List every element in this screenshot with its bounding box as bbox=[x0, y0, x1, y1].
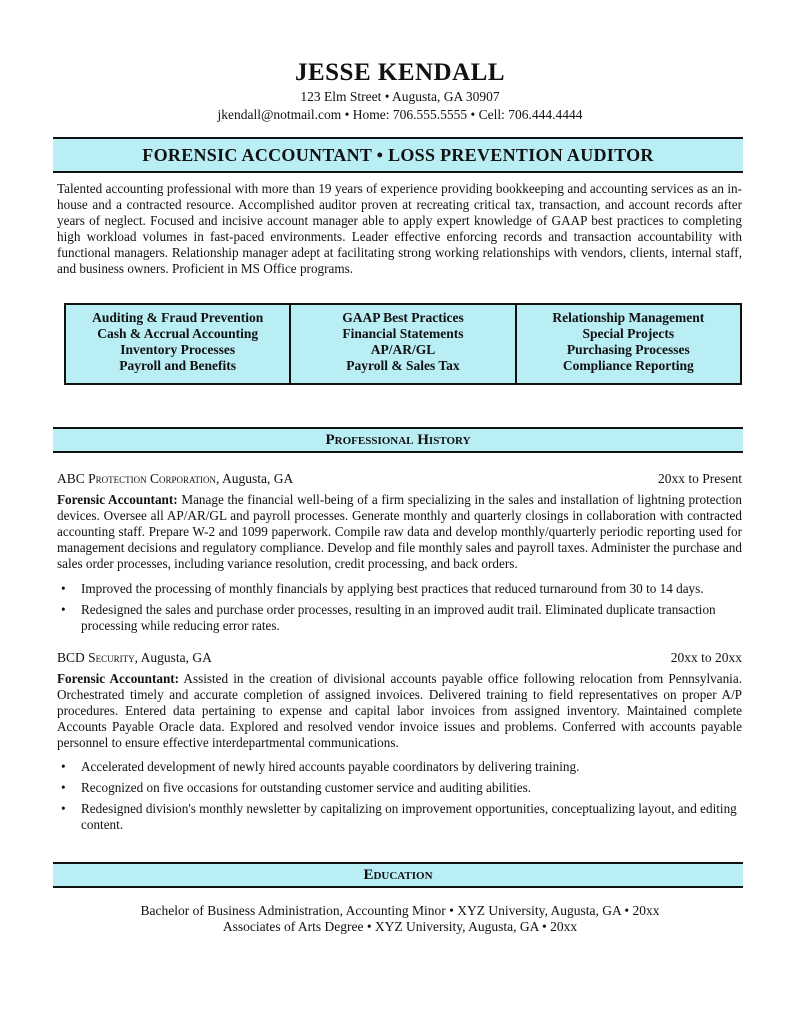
job-2-description-text: Assisted in the creation of divisional accounts payable office following relocation from Pennsylvania. Orchestrated timely and accurate completion of assigned invoices. Delivered training to field representatives on proper A/P procedures. Entered data pertaining to expense and capital labor invoices from assigned inventory. Maintained complete Accounts Payable Oracle data. Explored and resolved vendor invoice issues and problems. Conferred with accounts payable personnel to ensure effective interdepartmental communications. bbox=[57, 671, 742, 750]
skill-item: GAAP Best Practices bbox=[342, 310, 464, 325]
skills-column-1 bbox=[66, 305, 289, 383]
job-1-achievements bbox=[57, 581, 742, 639]
title-banner: FORENSIC ACCOUNTANT • LOSS PREVENTION AUDITOR bbox=[53, 137, 743, 173]
skill-item: Auditing & Fraud Prevention bbox=[92, 310, 264, 325]
job-2-dates: 20xx to 20xx bbox=[670, 650, 742, 665]
candidate-name: JESSE KENDALL bbox=[294, 59, 506, 86]
list-item: • Redesigned division's monthly newsletter by capitalizing on improvement opportunities, conceptualizing layout, and editing content. bbox=[57, 801, 742, 833]
skill-item: Relationship Management bbox=[552, 310, 705, 325]
skill-item: AP/AR/GL bbox=[370, 342, 436, 357]
skills-column-2 bbox=[289, 305, 514, 383]
skill-item: Inventory Processes bbox=[120, 342, 236, 357]
education-list bbox=[0, 903, 800, 935]
job-2-role: Forensic Accountant: bbox=[57, 671, 180, 686]
job-2-header bbox=[57, 649, 742, 666]
skills-column-3 bbox=[515, 305, 740, 383]
history-heading: Professional History bbox=[53, 427, 743, 453]
list-item: • Redesigned the sales and purchase order processes, resulting in an improved audit trail. Eliminated duplicate transaction processing while reducing error rates. bbox=[57, 602, 742, 634]
job-1-header bbox=[57, 470, 742, 487]
job-2-company: BCD Security bbox=[57, 650, 135, 665]
job-1-description bbox=[57, 492, 742, 572]
education-item: Bachelor of Business Administration, Accounting Minor • XYZ University, Augusta, GA • 20xx bbox=[140, 903, 660, 918]
skill-item: Special Projects bbox=[582, 326, 675, 341]
education-item: Associates of Arts Degree • XYZ University, Augusta, GA • 20xx bbox=[222, 919, 578, 934]
skill-item: Cash & Accrual Accounting bbox=[97, 326, 259, 341]
job-1-location: , Augusta, GA bbox=[216, 471, 294, 486]
skill-item: Payroll & Sales Tax bbox=[346, 358, 460, 373]
skills-box bbox=[64, 303, 742, 385]
job-1-description-text: Manage the financial well-being of a firm specializing in the sales and installation of lightning protection devices. Oversee all AP/AR/GL and payroll processes. Generate monthly and quarterly closings in collaboration with contracted accounting staff. Prepare W-2 and 1099 paperwork. Compile raw data and develop monthly/quarterly periodic reporting used for management decisions and regulatory compliance. Develop and file monthly sales and payroll taxes. Administer the purchase and sales order processes, including variance resolution, credit processing, and back orders. bbox=[57, 492, 742, 571]
list-item: • Improved the processing of monthly financials by applying best practices that reduced turnaround from 30 to 14 days. bbox=[57, 581, 742, 597]
job-1-dates: 20xx to Present bbox=[658, 471, 742, 486]
job-1-company: ABC Protection Corporation bbox=[57, 471, 217, 486]
skill-item: Financial Statements bbox=[342, 326, 464, 341]
skill-item: Purchasing Processes bbox=[566, 342, 690, 357]
resume-header bbox=[0, 58, 800, 124]
education-heading: Education bbox=[53, 862, 743, 888]
job-2-description bbox=[57, 671, 742, 751]
skill-item: Compliance Reporting bbox=[562, 358, 694, 373]
address-line: 123 Elm Street • Augusta, GA 30907 bbox=[300, 89, 500, 104]
job-2-location: , Augusta, GA bbox=[134, 650, 212, 665]
job-2-achievements bbox=[57, 759, 742, 838]
summary-paragraph: Talented accounting professional with more than 19 years of experience providing bookkeeping and accounting services as an in-house and a contracted resource. Accomplished auditor proven at recreating critical tax, transaction, and account records after years of neglect. Focused and incisive account manager able to apply expert knowledge of GAAP best practices to completing high workload volumes in fast-paced environments. Leader effective enforcing records and transaction accountability with functional managers. Relationship manager adept at facilitating strong working relationships with vendors, clients, internal staff, and business owners. Proficient in MS Office programs. bbox=[57, 181, 742, 276]
list-item: • Recognized on five occasions for outstanding customer service and auditing abilities. bbox=[57, 780, 742, 796]
contact-line: jkendall@notmail.com • Home: 706.555.5555 • Cell: 706.444.4444 bbox=[217, 107, 583, 122]
list-item: • Accelerated development of newly hired accounts payable coordinators by delivering training. bbox=[57, 759, 742, 775]
job-1-role: Forensic Accountant: bbox=[57, 492, 178, 507]
skill-item: Payroll and Benefits bbox=[119, 358, 237, 373]
